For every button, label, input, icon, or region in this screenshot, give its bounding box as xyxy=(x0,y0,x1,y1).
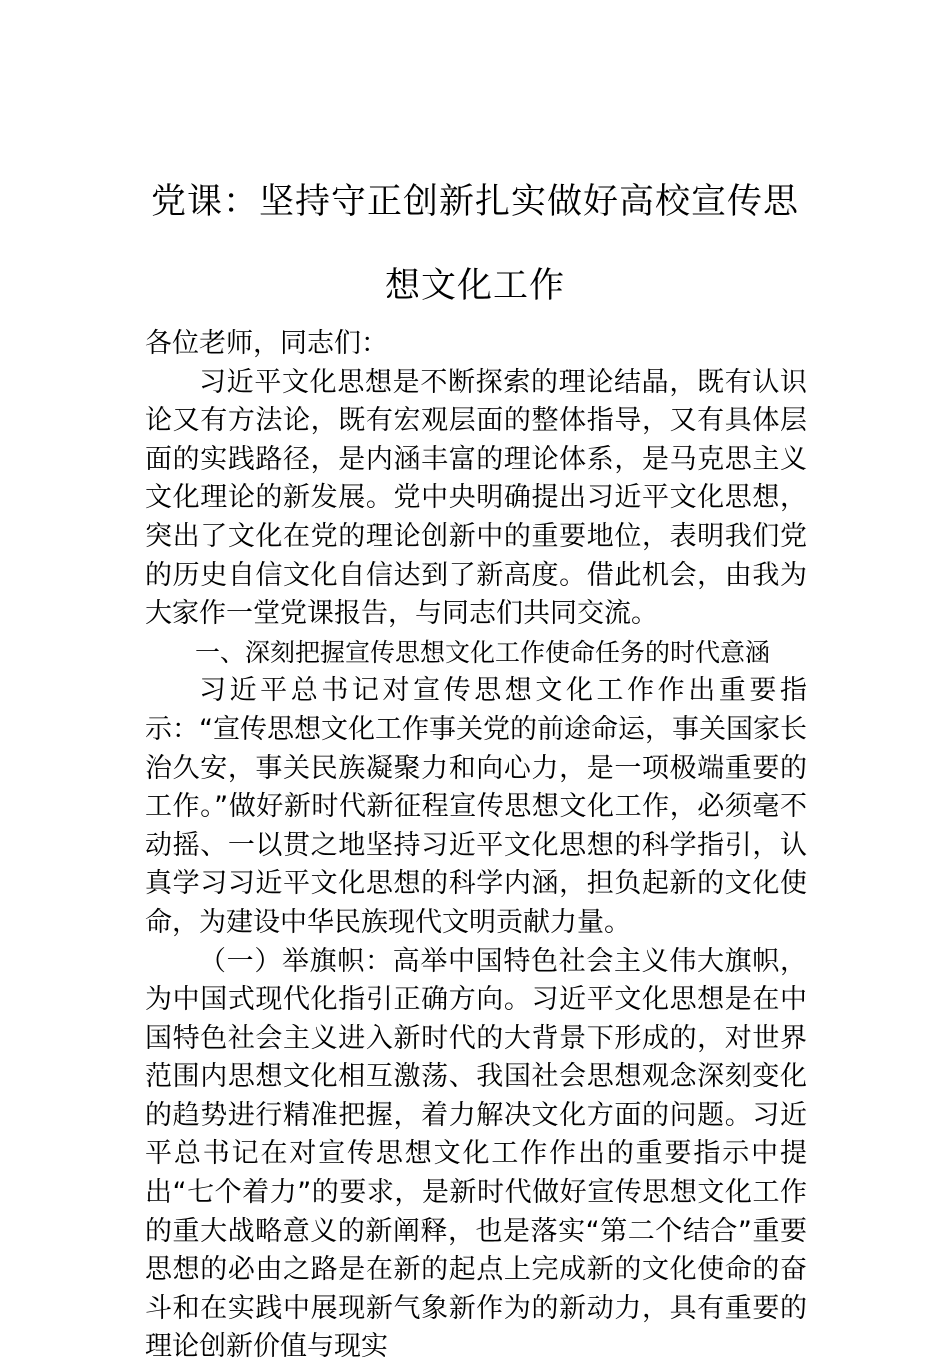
paragraph-instruction: 习近平总书记对宣传思想文化工作作出重要指示：“宣传思想文化工作事关党的前途命运，事关国家长治久安，事关民族凝聚力和向心力，是一项极端重要的工作。”做好新时代新征程宣传思想文化工作，必须毫不动摇、一以贯之地坚持习近平文化思想的科学指引，认真学习习近平文化思想的科学内涵，担负起新的文化使命，为建设中华民族现代文明贡献力量。 xyxy=(145,672,807,942)
section-heading: 一、深刻把握宣传思想文化工作使命任务的时代意涵 xyxy=(145,634,807,673)
paragraph-subsection-1: （一）举旗帜：高举中国特色社会主义伟大旗帜，为中国式现代化指引正确方向。习近平文化思想是在中国特色社会主义进入新时代的大背景下形成的，对世界范围内思想文化相互激荡、我国社会思想观念深刻变化的趋势进行精准把握，着力解决文化方面的问题。习近平总书记在对宣传思想文化工作作出的重要指示中提出“七个着力”的要求，是新时代做好宣传思想文化工作的重大战略意义的新阐释，也是落实“第二个结合”重要思想的必由之路是在新的起点上完成新的文化使命的奋斗和在实践中展现新气象新作为的新动力，具有重要的理论创新价值与现实 xyxy=(145,943,807,1367)
paragraph-intro: 习近平文化思想是不断探索的理论结晶，既有认识论又有方法论，既有宏观层面的整体指导，又有具体层面的实践路径，是内涵丰富的理论体系，是马克思主义文化理论的新发展。党中央明确提出习近平文化思想，突出了文化在党的理论创新中的重要地位，表明我们党的历史自信文化自信达到了新高度。借此机会，由我为大家作一堂党课报告，与同志们共同交流。 xyxy=(145,364,807,634)
salutation: 各位老师，同志们： xyxy=(145,325,807,364)
document-body xyxy=(145,325,807,1367)
document-title: 党课：坚持守正创新扎实做好高校宣传思想文化工作 xyxy=(150,160,800,328)
